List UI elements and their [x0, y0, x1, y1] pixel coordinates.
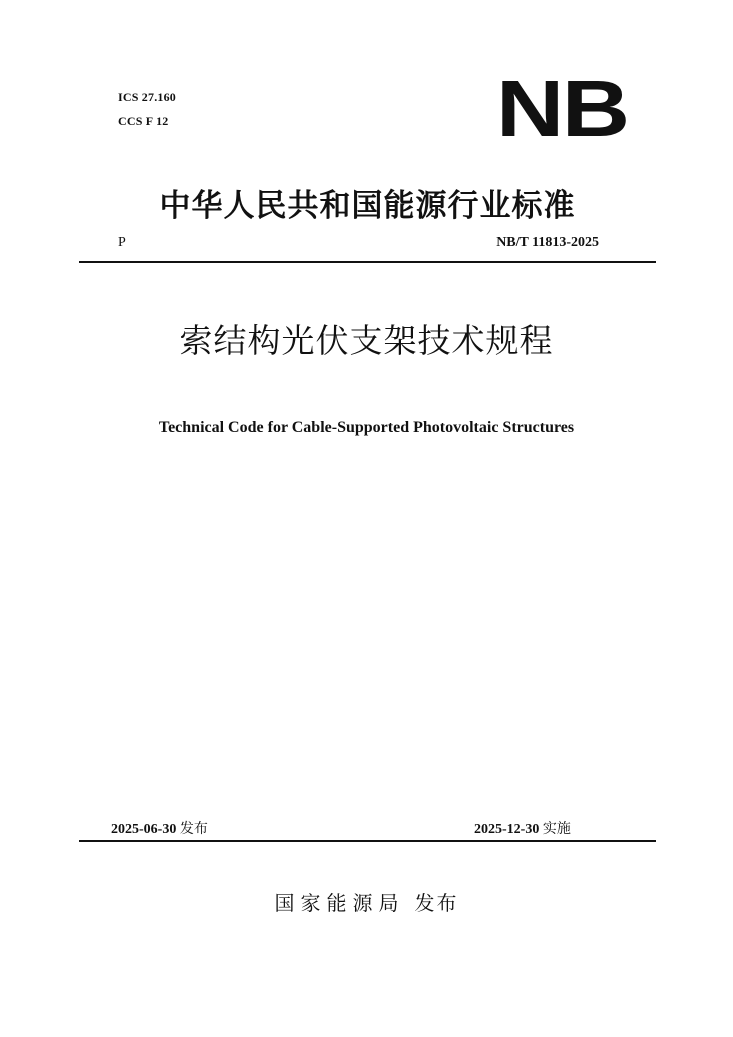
issue-date: 2025-06-30 — [111, 822, 177, 837]
standard-authority — [0, 180, 733, 225]
implementation-date: 2025-12-30 — [474, 822, 540, 837]
title-chinese: 索结构光伏支架技术规程 — [179, 321, 554, 360]
standard-number: NB/T 11813-2025 — [496, 235, 599, 250]
implementation-date-line — [474, 818, 571, 838]
ccs-code: CCS F 12 — [118, 114, 169, 128]
classification-letter: P — [118, 235, 126, 250]
title-english: Technical Code for Cable-Supported Photovoltaic Structures — [158, 419, 575, 436]
top-divider — [79, 261, 656, 263]
nb-logo: NB — [496, 64, 628, 153]
publisher-line — [0, 887, 733, 916]
publisher-action: 发布 — [414, 891, 459, 915]
standard-authority-text: 中华人民共和国能源行业标准 — [159, 188, 576, 224]
issue-date-line — [111, 818, 208, 838]
ics-code: ICS 27.160 — [118, 90, 177, 104]
publisher-organization: 国家能源局 — [274, 891, 405, 915]
bottom-divider — [79, 840, 656, 842]
issue-label: 发布 — [179, 821, 208, 837]
implementation-label: 实施 — [542, 821, 571, 837]
